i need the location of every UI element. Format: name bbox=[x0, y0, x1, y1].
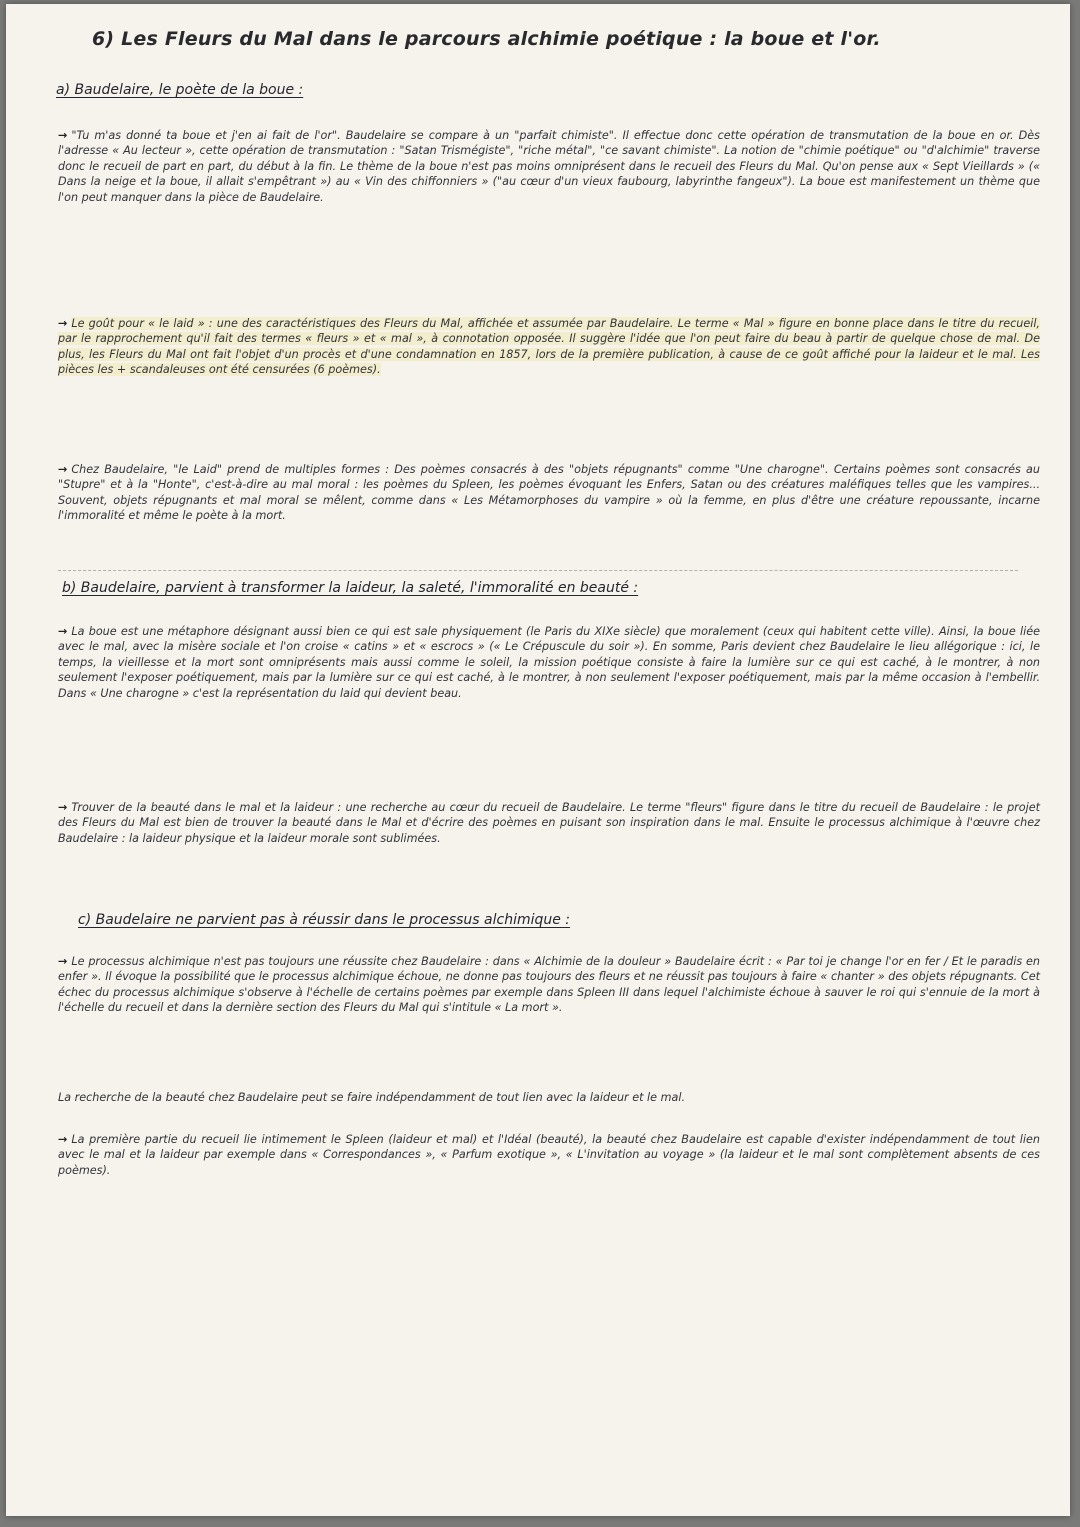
paragraph-text: La boue est une métaphore désignant aussi bien ce qui est sale physiquement (le Paris du XIXe siècle) que moralement (ceux qui habitent cette ville). Ainsi, la boue liée avec le mal, avec la misère sociale et l'on croise « catins » et « escrocs » (« Le Crépuscule du soir »). En somme, Paris devient chez Baudelaire le lieu allégorique : ici, le temps, la vieillesse et la mort sont omniprésents mais aussi comme le soleil, la mission poétique consiste à faire la lumière sur ce qui est caché, à le montrer, à non seulement l'exposer poétiquement, mais par la lumière sur ce qui est caché, à le montrer, à non seulement l'exposer poétiquement, mais par la même occasion à l'embellir. Dans « Une charogne » c'est la représentation du laid qui devient beau. bbox=[58, 625, 1040, 700]
arrow-icon: → bbox=[58, 463, 68, 476]
paragraph-text: Le processus alchimique n'est pas toujours une réussite chez Baudelaire : dans « Alchimie de la douleur » Baudelaire écrit : « Par toi je change l'or en fer / Et le paradis en enfer ». Il évoque la possibilité que le processus alchimique échoue, ne donne pas toujours des fleurs et ne réussit pas toujours à faire « chanter » des objets répugnants. Cet échec du processus alchimique s'observe à l'échelle de certains poèmes par exemple dans Spleen III dans lequel l'alchimiste échoue à sauver le roi qui s'ennuie de la mort à l'échelle du recueil et dans la dernière section des Fleurs du Mal qui s'intitule « La mort ». bbox=[58, 955, 1040, 1015]
arrow-icon: → bbox=[58, 625, 68, 638]
section-a-paragraph-1 bbox=[58, 128, 1040, 205]
section-b-paragraph-1 bbox=[58, 624, 1040, 701]
section-divider bbox=[58, 570, 1018, 571]
section-c-paragraph-2 bbox=[58, 1090, 1040, 1105]
section-a-paragraph-2 bbox=[58, 316, 1040, 378]
paragraph-text: "Tu m'as donné ta boue et j'en ai fait de l'or". Baudelaire se compare à un "parfait chimiste". Il effectue donc cette opération de transmutation de la boue en or. Dès l'adresse « Au lecteur », cette opération de transmutation : "Satan Trismégiste", "riche métal", "ce savant chimiste". La notion de "chimie poétique" ou "d'alchimie" traverse donc le recueil de part en part, du début à la fin. Le thème de la boue n'est pas moins omniprésent dans le recueil des Fleurs du Mal. Qu'on pense aux « Sept Vieillards » (« Dans la neige et la boue, il allait s'empêtrant ») au « Vin des chiffonniers » ("au cœur d'un vieux faubourg, labyrinthe fangeux"). La boue est manifestement un thème que l'on peut manquer dans la pièce de Baudelaire. bbox=[58, 129, 1040, 204]
section-c-paragraph-3 bbox=[58, 1132, 1040, 1178]
arrow-icon: → bbox=[58, 955, 68, 968]
arrow-icon: → bbox=[58, 317, 68, 330]
paragraph-text: La recherche de la beauté chez Baudelaire peut se faire indépendamment de tout lien avec la laideur et le mal. bbox=[58, 1091, 686, 1104]
paper-sheet bbox=[6, 4, 1070, 1516]
section-b-paragraph-2 bbox=[58, 800, 1040, 846]
paragraph-text: Trouver de la beauté dans le mal et la laideur : une recherche au cœur du recueil de Baudelaire. Le terme "fleurs" figure dans le titre du recueil de Baudelaire : le projet des Fleurs du Mal est bien de trouver la beauté dans le Mal et d'écrire des poèmes en puisant son inspiration dans le mal. Ensuite le processus alchimique à l'œuvre chez Baudelaire : la laideur physique et la laideur morale sont sublimées. bbox=[58, 801, 1040, 845]
section-c-heading: c) Baudelaire ne parvient pas à réussir dans le processus alchimique : bbox=[78, 912, 571, 928]
page-title: 6) Les Fleurs du Mal dans le parcours alchimie poétique : la boue et l'or. bbox=[92, 28, 881, 50]
arrow-icon: → bbox=[58, 1133, 68, 1146]
arrow-icon: → bbox=[58, 129, 68, 142]
paragraph-text: Chez Baudelaire, "le Laid" prend de multiples formes : Des poèmes consacrés à des "objets répugnants" comme "Une charogne". Certains poèmes sont consacrés au "Stupre" et à la "Honte", c'est-à-dire au mal moral : les poèmes du Spleen, les poèmes évoquant les Enfers, Satan ou des créatures maléfiques telles que les vampires... Souvent, objets répugnants et mal moral se mêlent, comme dans « Les Métamorphoses du vampire » où la femme, en plus d'être une créature repoussante, incarne l'immoralité et même le poète à la mort. bbox=[58, 463, 1040, 523]
section-b-heading: b) Baudelaire, parvient à transformer la laideur, la saleté, l'immoralité en beauté : bbox=[62, 580, 639, 596]
paragraph-text: Le goût pour « le laid » : une des caractéristiques des Fleurs du Mal, affichée et assumée par Baudelaire. Le terme « Mal » figure en bonne place dans le titre du recueil, par le rapprochement qu'il fait des termes « fleurs » et « mal », à connotation opposée. Il suggère l'idée que l'on peut faire du beau à partir de quelque chose de mal. De plus, les Fleurs du Mal ont fait l'objet d'un procès et d'une condamnation en 1857, lors de la première publication, à cause de ce goût affiché pour la laideur et le mal. Les pièces les + scandaleuses ont été censurées (6 poèmes). bbox=[58, 317, 1040, 377]
paragraph-text: La première partie du recueil lie intimement le Spleen (laideur et mal) et l'Idéal (beauté), la beauté chez Baudelaire est capable d'exister indépendamment de tout lien avec le mal et la laideur par exemple dans « Correspondances », « Parfum exotique », « L'invitation au voyage » (la laideur et le mal sont complètement absents de ces poèmes). bbox=[58, 1133, 1040, 1177]
section-c-paragraph-1 bbox=[58, 954, 1040, 1016]
arrow-icon: → bbox=[58, 801, 68, 814]
section-a-paragraph-3 bbox=[58, 462, 1040, 524]
section-a-heading: a) Baudelaire, le poète de la boue : bbox=[56, 82, 304, 98]
